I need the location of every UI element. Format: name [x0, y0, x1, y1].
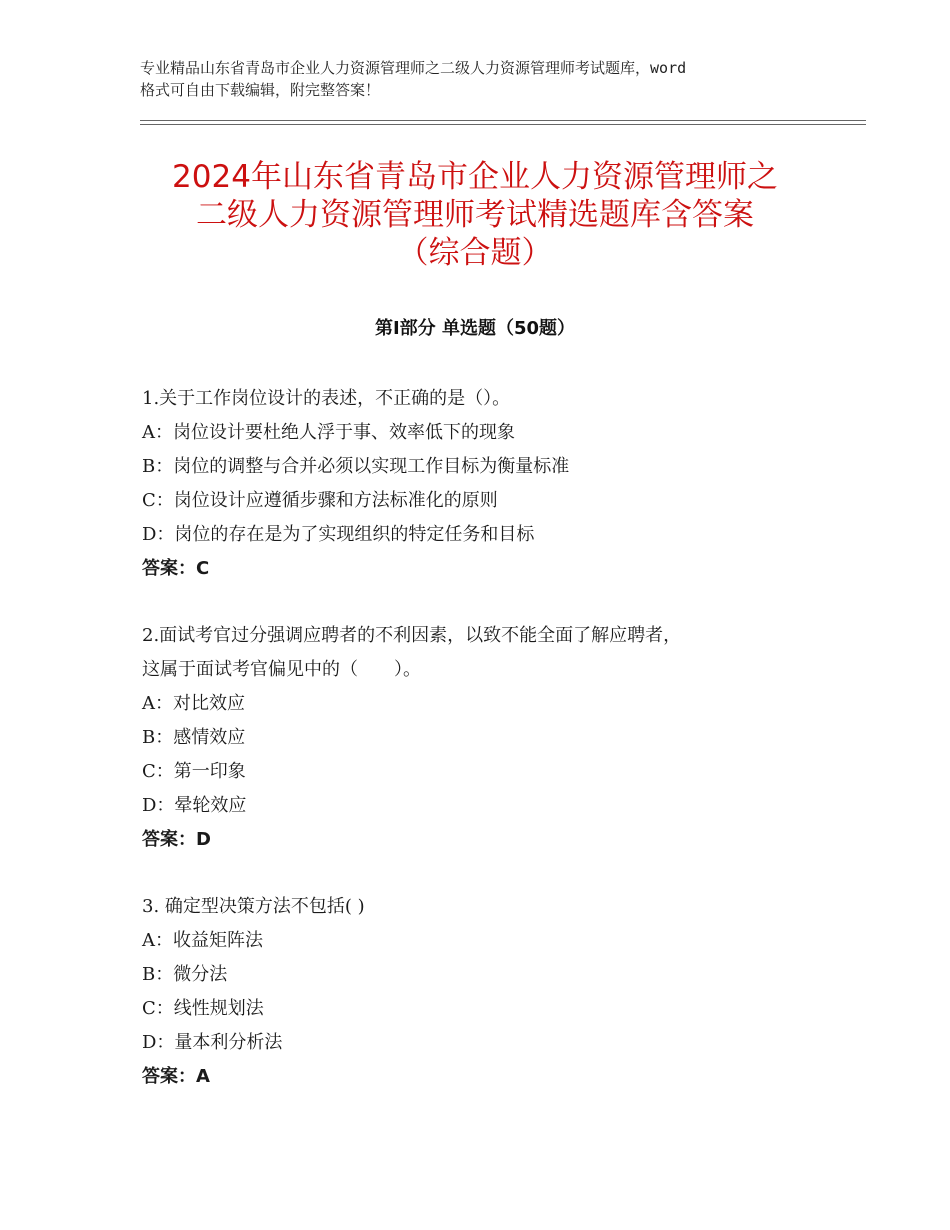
option-d: D：量本利分析法: [142, 1032, 283, 1053]
answer-label: 答案：D: [142, 829, 211, 850]
option-b: B：感情效应: [142, 727, 246, 748]
question-2: [142, 619, 842, 857]
question-list: [142, 382, 842, 1094]
header-note-line-1: 专业精品山东省青岛市企业人力资源管理师之二级人力资源管理师考试题库，word: [140, 59, 687, 77]
answer-label: 答案：A: [142, 1066, 210, 1087]
header-divider-top: [140, 120, 866, 121]
header-divider-bottom: [140, 124, 866, 125]
answer-label: 答案：C: [142, 558, 210, 579]
option-b: B：岗位的调整与合并必须以实现工作目标为衡量标准: [142, 456, 570, 477]
option-c: C：岗位设计应遵循步骤和方法标准化的原则: [142, 490, 498, 511]
question-stem: 2.面试考官过分强调应聘者的不利因素，以致不能全面了解应聘者，: [142, 625, 682, 646]
question-stem-continued: 这属于面试考官偏见中的（ ）。: [142, 659, 421, 680]
header-note-line-2: 格式可自由下载编辑，附完整答案！: [140, 81, 381, 99]
option-c: C：线性规划法: [142, 998, 264, 1019]
section-heading: 第Ⅰ部分 单选题（50题）: [374, 318, 575, 339]
option-d: D：晕轮效应: [142, 795, 247, 816]
option-d: D：岗位的存在是为了实现组织的特定任务和目标: [142, 524, 535, 545]
question-stem: 1.关于工作岗位设计的表述，不正确的是（）。: [142, 388, 511, 409]
title-line-3: （综合题）: [397, 235, 553, 271]
option-a: A：收益矩阵法: [142, 930, 263, 951]
option-a: A：岗位设计要杜绝人浮于事、效率低下的现象: [142, 422, 515, 443]
title-line-2: 二级人力资源管理师考试精选题库含答案: [196, 197, 754, 233]
question-stem: 3. 确定型决策方法不包括( ): [142, 896, 365, 917]
header-note: [140, 57, 830, 101]
option-a: A：对比效应: [142, 693, 245, 714]
document-title: [110, 158, 840, 272]
question-1: [142, 382, 842, 586]
option-c: C：第一印象: [142, 761, 246, 782]
title-line-1: 2024年山东省青岛市企业人力资源管理师之: [172, 159, 778, 195]
question-3: [142, 890, 842, 1094]
option-b: B：微分法: [142, 964, 228, 985]
